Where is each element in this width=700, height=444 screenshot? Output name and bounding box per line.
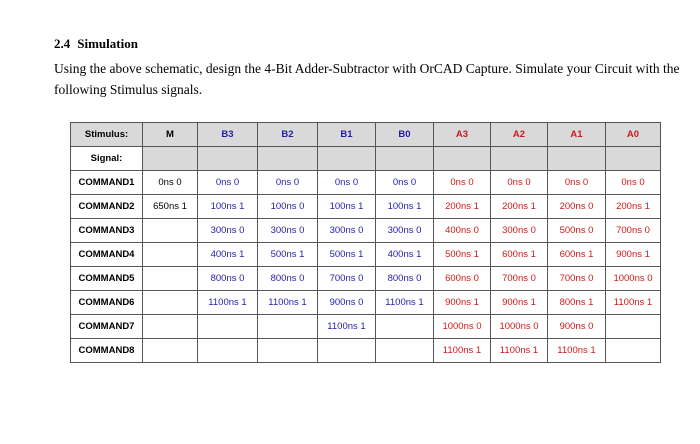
signal-cell: [143, 147, 198, 171]
cell-b2: 300ns 0: [258, 219, 318, 243]
cell-b1: 900ns 0: [318, 291, 376, 315]
cell-b0: [376, 315, 434, 339]
section-body-text: Using the above schematic, design the 4-Bit Adder-Subtractor with OrCAD Capture. Simulate your Circuit with the following Stimulus signals.: [54, 61, 680, 97]
cell-a1: 0ns 0: [548, 171, 606, 195]
cell-b2: 800ns 0: [258, 267, 318, 291]
header-b1: B1: [318, 123, 376, 147]
header-b2: B2: [258, 123, 318, 147]
cell-m: [143, 291, 198, 315]
table-row: [71, 219, 661, 243]
table-row: [71, 339, 661, 363]
cell-b2: 0ns 0: [258, 171, 318, 195]
command-label: COMMAND7: [71, 315, 143, 339]
cell-m: 650ns 1: [143, 195, 198, 219]
cell-b3: [198, 315, 258, 339]
cell-a0: 0ns 0: [606, 171, 661, 195]
cell-b1: 100ns 1: [318, 195, 376, 219]
cell-a0: 700ns 0: [606, 219, 661, 243]
cell-a1: 500ns 0: [548, 219, 606, 243]
section-number: 2.4: [54, 36, 71, 51]
cell-a3: 900ns 1: [434, 291, 491, 315]
cell-m: [143, 219, 198, 243]
cell-b3: 100ns 1: [198, 195, 258, 219]
section-title: Simulation: [77, 36, 138, 51]
cell-a1: 600ns 1: [548, 243, 606, 267]
cell-a2: 1100ns 1: [491, 339, 548, 363]
cell-a0: [606, 339, 661, 363]
cell-a2: 0ns 0: [491, 171, 548, 195]
stimulus-table: [70, 122, 661, 363]
cell-a3: 1000ns 0: [434, 315, 491, 339]
cell-b2: 500ns 1: [258, 243, 318, 267]
header-m: M: [143, 123, 198, 147]
cell-a0: 200ns 1: [606, 195, 661, 219]
cell-a2: 200ns 1: [491, 195, 548, 219]
table-row: [71, 291, 661, 315]
cell-b1: 300ns 0: [318, 219, 376, 243]
signal-label: Signal:: [71, 147, 143, 171]
signal-cell: [434, 147, 491, 171]
cell-a0: 1000ns 0: [606, 267, 661, 291]
cell-b3: 1100ns 1: [198, 291, 258, 315]
cell-a2: 700ns 0: [491, 267, 548, 291]
cell-b1: 700ns 0: [318, 267, 376, 291]
cell-a1: 800ns 1: [548, 291, 606, 315]
section-heading: [54, 36, 138, 52]
cell-a0: [606, 315, 661, 339]
signal-cell: [491, 147, 548, 171]
command-label: COMMAND5: [71, 267, 143, 291]
signal-row: [71, 147, 661, 171]
command-label: COMMAND2: [71, 195, 143, 219]
cell-b2: 1100ns 1: [258, 291, 318, 315]
signal-cell: [606, 147, 661, 171]
command-label: COMMAND1: [71, 171, 143, 195]
cell-b0: 400ns 1: [376, 243, 434, 267]
header-a1: A1: [548, 123, 606, 147]
signal-cell: [198, 147, 258, 171]
cell-a1: 700ns 0: [548, 267, 606, 291]
command-label: COMMAND3: [71, 219, 143, 243]
cell-b1: 1100ns 1: [318, 315, 376, 339]
table-row: [71, 171, 661, 195]
table-row: [71, 195, 661, 219]
command-label: COMMAND8: [71, 339, 143, 363]
cell-b1: 500ns 1: [318, 243, 376, 267]
cell-b2: 100ns 0: [258, 195, 318, 219]
table-header-row: [71, 123, 661, 147]
cell-a3: 500ns 1: [434, 243, 491, 267]
cell-a3: 200ns 1: [434, 195, 491, 219]
header-a3: A3: [434, 123, 491, 147]
cell-b0: 1100ns 1: [376, 291, 434, 315]
cell-b2: [258, 339, 318, 363]
cell-m: [143, 315, 198, 339]
cell-b3: 0ns 0: [198, 171, 258, 195]
header-b0: B0: [376, 123, 434, 147]
header-a0: A0: [606, 123, 661, 147]
cell-a1: 900ns 0: [548, 315, 606, 339]
header-a2: A2: [491, 123, 548, 147]
cell-a2: 600ns 1: [491, 243, 548, 267]
cell-a1: 200ns 0: [548, 195, 606, 219]
cell-b1: 0ns 0: [318, 171, 376, 195]
cell-m: 0ns 0: [143, 171, 198, 195]
table-row: [71, 243, 661, 267]
cell-b2: [258, 315, 318, 339]
cell-b3: [198, 339, 258, 363]
signal-cell: [548, 147, 606, 171]
header-stimulus: Stimulus:: [71, 123, 143, 147]
cell-a1: 1100ns 1: [548, 339, 606, 363]
cell-b3: 300ns 0: [198, 219, 258, 243]
cell-b0: 800ns 0: [376, 267, 434, 291]
cell-a2: 1000ns 0: [491, 315, 548, 339]
cell-b0: 100ns 1: [376, 195, 434, 219]
cell-a3: 400ns 0: [434, 219, 491, 243]
signal-cell: [318, 147, 376, 171]
cell-a2: 300ns 0: [491, 219, 548, 243]
header-b3: B3: [198, 123, 258, 147]
cell-b3: 800ns 0: [198, 267, 258, 291]
command-label: COMMAND6: [71, 291, 143, 315]
cell-a3: 1100ns 1: [434, 339, 491, 363]
cell-a0: 900ns 1: [606, 243, 661, 267]
cell-a3: 600ns 0: [434, 267, 491, 291]
signal-cell: [376, 147, 434, 171]
cell-m: [143, 339, 198, 363]
cell-a3: 0ns 0: [434, 171, 491, 195]
cell-a2: 900ns 1: [491, 291, 548, 315]
table-row: [71, 267, 661, 291]
cell-b0: [376, 339, 434, 363]
command-label: COMMAND4: [71, 243, 143, 267]
cell-b1: [318, 339, 376, 363]
cell-m: [143, 243, 198, 267]
cell-b3: 400ns 1: [198, 243, 258, 267]
cell-a0: 1100ns 1: [606, 291, 661, 315]
signal-cell: [258, 147, 318, 171]
cell-m: [143, 267, 198, 291]
cell-b0: 300ns 0: [376, 219, 434, 243]
cell-b0: 0ns 0: [376, 171, 434, 195]
table-row: [71, 315, 661, 339]
